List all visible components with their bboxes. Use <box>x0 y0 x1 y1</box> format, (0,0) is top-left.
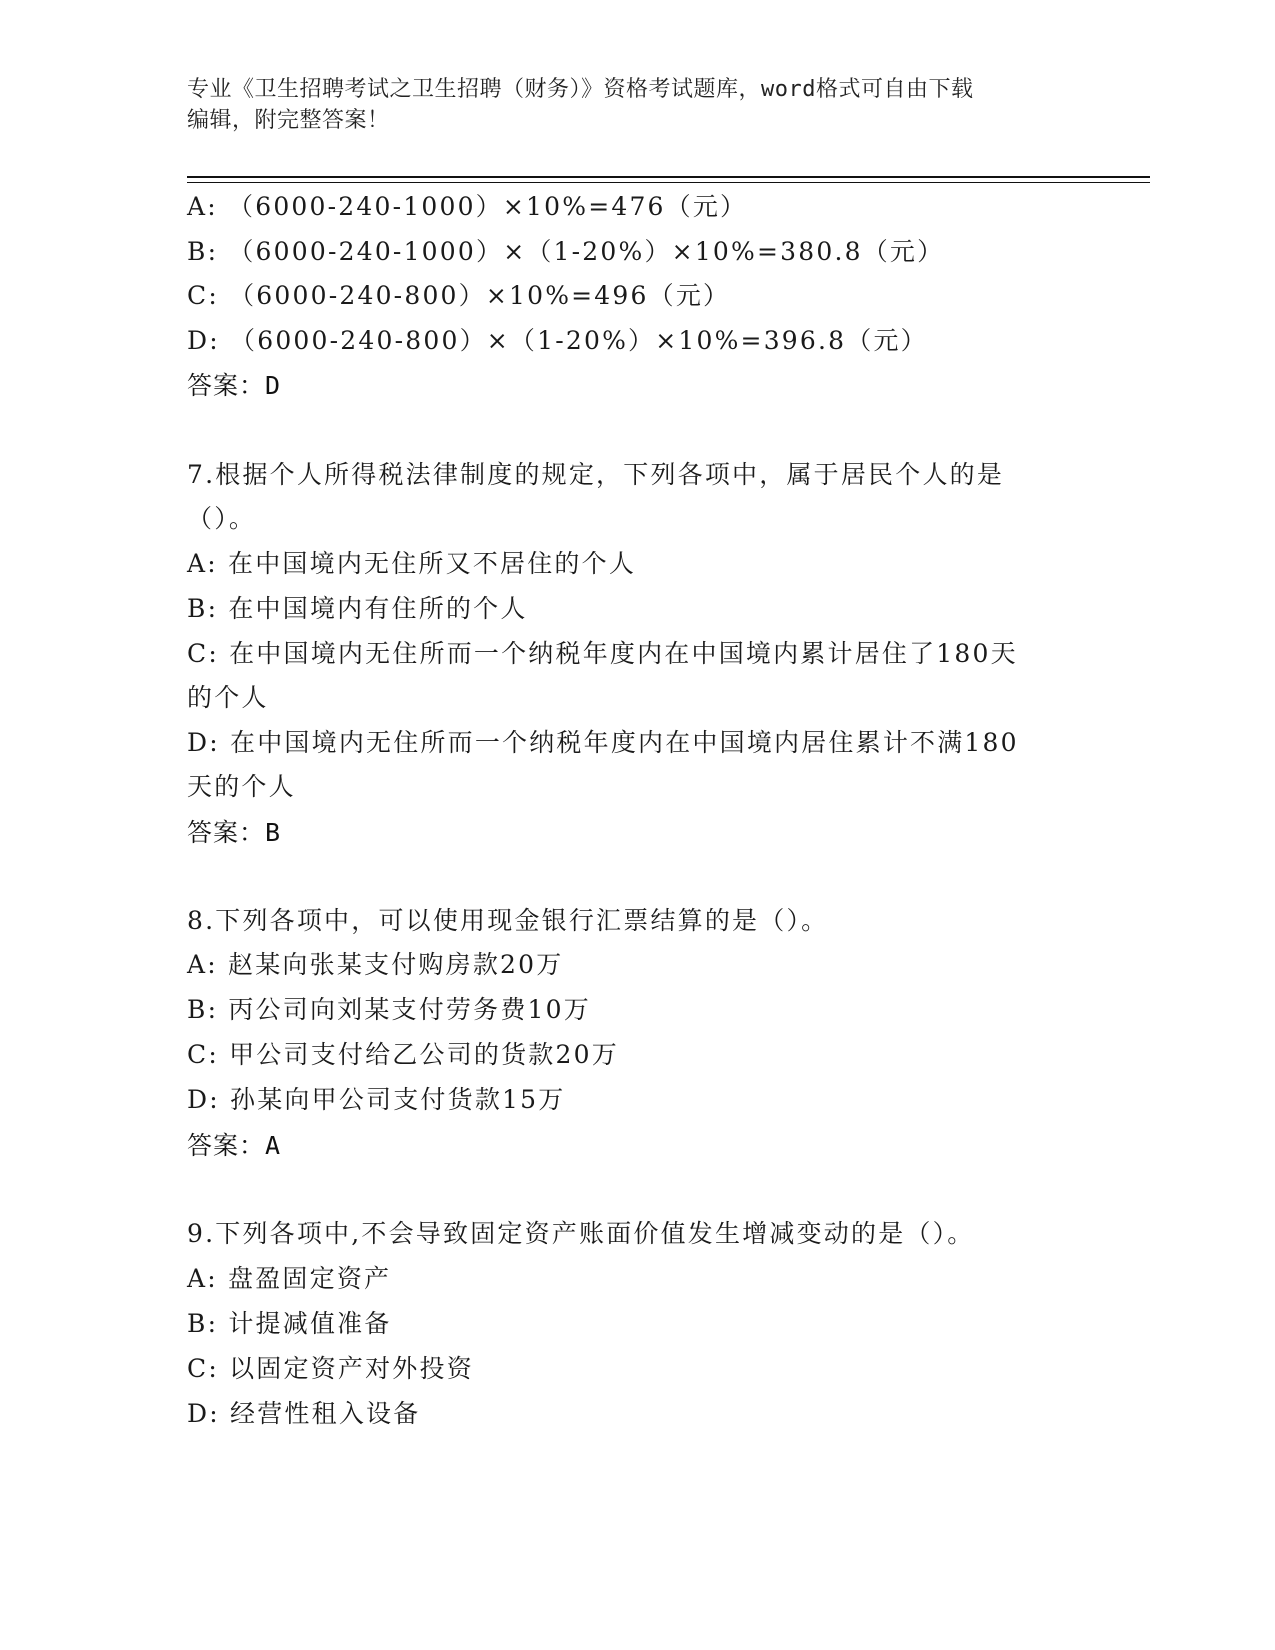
q8-answer: 答案：A <box>187 1131 282 1160</box>
q6-option-a: A: （6000-240-1000）×10%=476（元） <box>187 192 748 221</box>
header-rule-thick <box>187 176 1150 178</box>
q6-option-c: C: （6000-240-800）×10%=496（元） <box>187 281 731 310</box>
q8-question: 8.下列各项中，可以使用现金银行汇票结算的是（）。 <box>187 906 829 935</box>
header-line-2: 编辑，附完整答案！ <box>187 108 390 133</box>
q7-option-d-line-1: D: 在中国境内无住所而一个纳税年度内在中国境内居住累计不满180 <box>187 728 1019 757</box>
header-rule-thin <box>187 182 1150 183</box>
q8-option-c: C: 甲公司支付给乙公司的货款20万 <box>187 1040 619 1069</box>
q8-option-b: B: 丙公司向刘某支付劳务费10万 <box>187 995 591 1024</box>
q7-option-c-line-1: C: 在中国境内无住所而一个纳税年度内在中国境内累计居住了180天 <box>187 639 1018 668</box>
q7-answer: 答案：B <box>187 818 282 847</box>
q7-option-c-line-2: 的个人 <box>187 683 269 712</box>
q9-option-b: B: 计提减值准备 <box>187 1309 392 1338</box>
q9-option-a: A: 盘盈固定资产 <box>187 1264 392 1293</box>
q7-question-line-1: 7.根据个人所得税法律制度的规定，下列各项中，属于居民个人的是 <box>187 460 1005 489</box>
q7-option-a: A: 在中国境内无住所又不居住的个人 <box>187 549 637 578</box>
q8-option-a: A: 赵某向张某支付购房款20万 <box>187 950 564 979</box>
q7-option-b: B: 在中国境内有住所的个人 <box>187 594 528 623</box>
q6-option-b: B: （6000-240-1000）×（1-20%）×10%=380.8（元） <box>187 237 945 266</box>
q7-question-line-2: （）。 <box>187 504 257 533</box>
header-line-1: 专业《卫生招聘考试之卫生招聘（财务）》资格考试题库，word格式可自由下载 <box>187 77 974 102</box>
document-header <box>187 74 1067 136</box>
q6-answer: 答案：D <box>187 371 282 400</box>
q7-option-d-line-2: 天的个人 <box>187 772 296 801</box>
q9-question: 9.下列各项中,不会导致固定资产账面价值发生增减变动的是（）。 <box>187 1219 975 1248</box>
q9-option-c: C: 以固定资产对外投资 <box>187 1354 474 1383</box>
q8-option-d: D: 孙某向甲公司支付货款15万 <box>187 1085 566 1114</box>
q9-option-d: D: 经营性租入设备 <box>187 1399 421 1428</box>
q6-option-d: D: （6000-240-800）×（1-20%）×10%=396.8（元） <box>187 326 928 355</box>
